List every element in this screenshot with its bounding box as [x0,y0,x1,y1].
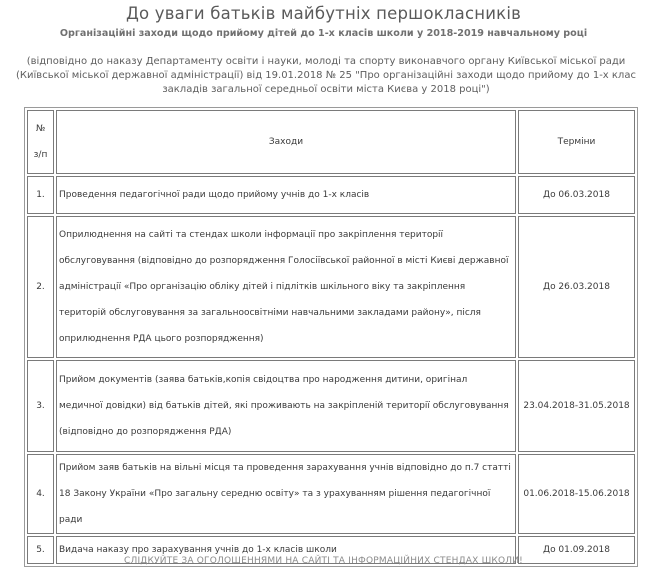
row-number: 2. [27,216,54,358]
row-activity: Оприлюднення на сайті та стендах школи інформації про закріплення території обслуговування (відповідно до розпорядження Голосіївської районної в місті Києві державної адміністрації «Про організацію обліку дітей і підлітків шкільного віку та закріплення територій обслуговування за загальноосвітніми навчальними закладами району», після оприлюднення РДА цього розпорядження) [56,216,516,358]
row-term: До 06.03.2018 [518,176,635,214]
table-row [27,216,635,358]
table-row [27,176,635,214]
row-number: 1. [27,176,54,214]
page-subtitle: Організаційні заходи щодо прийому дітей до 1-х класів школи у 2018-2019 навчальному році [59,28,588,39]
measures-table [24,107,638,567]
header-number [27,110,54,174]
row-activity: Прийом заяв батьків на вільні місця та проведення зарахування учнів відповідно до п.7 статті 18 Закону України «Про загальну середню освіту» та з урахуванням рішення педагогічної ради [56,454,516,534]
row-term: До 26.03.2018 [518,216,635,358]
header-number-sign: № [35,124,46,134]
table-row [27,360,635,452]
row-term: 23.04.2018-31.05.2018 [518,360,635,452]
row-number: 3. [27,360,54,452]
footer-notice: СЛІДКУЙТЕ ЗА ОГОЛОШЕННЯМИ НА САЙТІ ТА ІНФОРМАЦІЙНИХ СТЕНДАХ ШКОЛИ! [124,556,523,566]
header-number-abbr: з/п [33,150,48,160]
header-activity: Заходи [56,110,516,174]
page-title: До уваги батьків майбутніх першокласників [125,4,522,23]
row-number: 4. [27,454,54,534]
row-term: 01.06.2018-15.06.2018 [518,454,635,534]
row-activity: Проведення педагогічної ради щодо прийому учнів до 1-х класів [56,176,516,214]
table-header-row [27,110,635,174]
measures-table-wrapper [24,107,638,567]
order-reference: (відповідно до наказу Департаменту освіти і науки, молоді та спорту виконавчого органу Київської міської ради (Київської міської державної адміністрації) від 19.01.2018 № 25 "Про організаційні заходи щодо прийому до 1-х клас закладів загальної середньої освіти міста Києва у 2018 році") [16,56,636,95]
table-row [27,454,635,534]
row-activity: Видача наказу про зарахування учнів до 1-х класів школи [56,536,516,564]
row-term: До 01.09.2018 [518,536,635,564]
header-terms: Терміни [518,110,635,174]
row-activity: Прийом документів (заява батьків,копія свідоцтва про народження дитини, оригінал медичної довідки) від батьків дітей, які проживають на закріпленій території обслуговування (відповідно до розпорядження РДА) [56,360,516,452]
row-number: 5. [27,536,54,564]
